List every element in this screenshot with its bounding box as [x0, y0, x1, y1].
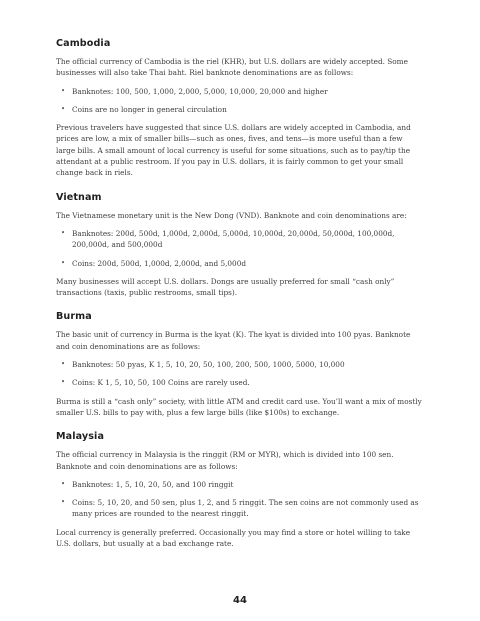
- section-outro: Burma is still a “cash only” society, with little ATM and credit card use. You’ll want a mix of mostly smaller U.S. bills to pay with, plus a few large bills (like $100s) to exchange.: [56, 396, 422, 417]
- section-heading: Vietnam: [56, 191, 102, 203]
- section-heading: Cambodia: [56, 38, 111, 49]
- list-item: • Banknotes: 100, 500, 1,000, 2,000, 5,000, 10,000, 20,000 and higher: [56, 86, 424, 97]
- section-cambodia: [56, 38, 424, 179]
- bullet-list: [56, 86, 424, 116]
- list-item: • Banknotes: 1, 5, 10, 20, 50, and 100 ringgit: [56, 479, 424, 490]
- section-intro: The official currency of Cambodia is the riel (KHR), but U.S. dollars are widely accepted. Some businesses will also take Thai baht. Riel banknote denominations are as follows:: [56, 57, 408, 78]
- page-number: 44: [233, 595, 247, 606]
- bullet-list: [56, 479, 424, 520]
- section-heading: Burma: [56, 311, 92, 323]
- section-intro: The official currency in Malaysia is the ringgit (RM or MYR), which is divided into 100 sen. Banknote and coin denominations are as follows:: [56, 450, 394, 471]
- section-outro: Many businesses will accept U.S. dollars. Dongs are usually preferred for small “cash only” transactions (taxis, public restrooms, small tips).: [56, 276, 395, 298]
- section-intro: The Vietnamese monetary unit is the New Dong (VND). Banknote and coin denominations are:: [56, 210, 407, 220]
- section-outro: Local currency is generally preferred. Occasionally you may find a store or hotel willing to take U.S. dollars, but usually at a bad exchange rate.: [56, 527, 411, 549]
- list-item: • Coins: K 1, 5, 10, 50, 100 Coins are rarely used.: [56, 377, 424, 388]
- section-burma: [56, 311, 424, 418]
- section-vietnam: [56, 192, 424, 299]
- section-heading: Malaysia: [56, 431, 105, 443]
- list-item: • Banknotes: 50 pyas, K 1, 5, 10, 20, 50, 100, 200, 500, 1000, 5000, 10,000: [56, 359, 424, 370]
- list-item: • Coins: 200d, 500d, 1,000d, 2,000d, and 5,000d: [56, 258, 424, 269]
- bullet-list: [56, 359, 424, 389]
- section-malaysia: [56, 431, 424, 549]
- bullet-list: [56, 228, 424, 269]
- list-item: • Coins: 5, 10, 20, and 50 sen, plus 1, 2, and 5 ringgit. The sen coins are not commonly used as many prices are rounded to the nearest ringgit.: [56, 497, 424, 520]
- section-intro: The basic unit of currency in Burma is the kyat (K). The kyat is divided into 100 pyas. Banknote and coin denominations are as follows:: [56, 330, 411, 351]
- list-item: • Banknotes: 200d, 500d, 1,000d, 2,000d, 5,000d, 10,000d, 20,000d, 50,000d, 100,000d, 200,000d, and 500,000d: [56, 228, 424, 251]
- section-outro: Previous travelers have suggested that since U.S. dollars are widely accepted in Cambodia, and prices are low, a mix of smaller bills—such as ones, fives, and tens—is more useful than a few large bills. A small amount of local currency is useful for some situations, such as to pay/tip the attendant at a public restroom. If you pay in U.S. dollars, it is fairly common to get your small change back in riels.: [56, 123, 411, 178]
- list-item: • Coins are no longer in general circulation: [56, 104, 424, 115]
